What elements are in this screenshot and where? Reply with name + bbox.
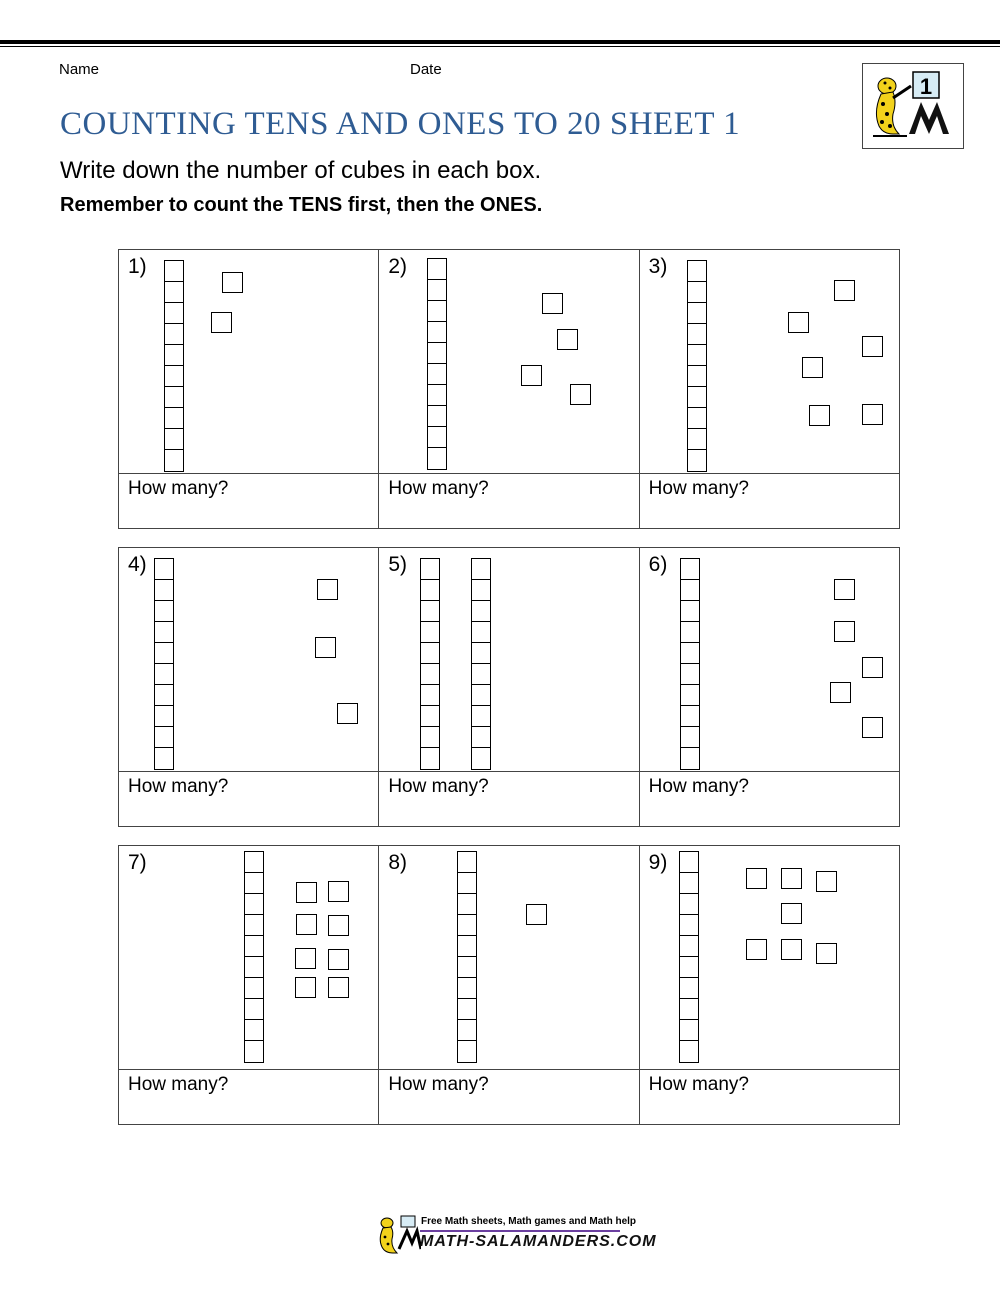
problem-number: 2) xyxy=(388,255,408,278)
rod-segment xyxy=(680,936,698,957)
rod-segment xyxy=(472,622,490,643)
rod-segment xyxy=(458,957,476,978)
ones-cube xyxy=(862,657,883,678)
rod-segment xyxy=(245,915,263,936)
rod-segment xyxy=(680,894,698,915)
ones-cube xyxy=(328,915,349,936)
problem-box-2 xyxy=(379,250,639,528)
rod-segment xyxy=(155,706,173,727)
rod-segment xyxy=(421,601,439,622)
rod-segment xyxy=(688,366,706,387)
rod-segment xyxy=(245,978,263,999)
rod-segment xyxy=(472,685,490,706)
tens-rod xyxy=(420,558,440,770)
rod-segment xyxy=(688,345,706,366)
ones-cube xyxy=(746,939,767,960)
logo-digit: 1 xyxy=(919,74,933,99)
answer-divider xyxy=(119,771,378,772)
problem-number: 1) xyxy=(128,255,147,278)
rod-segment xyxy=(458,915,476,936)
rod-segment xyxy=(681,706,699,727)
rod-segment xyxy=(472,643,490,664)
rod-segment xyxy=(155,622,173,643)
rod-segment xyxy=(458,978,476,999)
rod-segment xyxy=(421,664,439,685)
answer-divider xyxy=(119,473,378,474)
how-many-prompt: How many? xyxy=(388,478,489,499)
how-many-prompt: How many? xyxy=(388,776,489,797)
rod-segment xyxy=(165,429,183,450)
how-many-prompt: How many? xyxy=(648,776,749,797)
rod-segment xyxy=(155,580,173,601)
answer-divider xyxy=(379,1069,638,1070)
name-label: Name xyxy=(59,61,100,78)
rod-segment xyxy=(681,685,699,706)
answer-divider xyxy=(379,771,638,772)
problem-row-1 xyxy=(118,249,900,529)
problem-box-1 xyxy=(119,250,379,528)
tens-rod xyxy=(427,258,447,470)
ones-cube xyxy=(816,871,837,892)
ones-cube xyxy=(295,948,316,969)
ones-cube xyxy=(222,272,243,293)
ones-cube xyxy=(862,404,883,425)
footer-tagline: Free Math sheets, Math games and Math help xyxy=(421,1216,637,1227)
page-title: COUNTING TENS AND ONES TO 20 SHEET 1 xyxy=(60,106,741,142)
problem-number: 5) xyxy=(388,553,408,576)
rod-segment xyxy=(165,261,183,282)
rod-segment xyxy=(688,282,706,303)
how-many-prompt: How many? xyxy=(648,478,749,499)
rod-segment xyxy=(688,324,706,345)
problem-box-9 xyxy=(640,846,899,1124)
answer-divider xyxy=(640,1069,899,1070)
rod-segment xyxy=(688,387,706,408)
problem-number: 4) xyxy=(128,553,147,576)
rod-segment xyxy=(458,999,476,1020)
rod-segment xyxy=(428,259,446,280)
rod-segment xyxy=(428,427,446,448)
rod-segment xyxy=(681,559,699,580)
problem-box-8 xyxy=(379,846,639,1124)
rod-segment xyxy=(421,559,439,580)
ones-cube xyxy=(802,357,823,378)
ones-cube xyxy=(834,280,855,301)
rod-segment xyxy=(245,852,263,873)
rod-segment xyxy=(165,450,183,471)
rod-segment xyxy=(421,706,439,727)
rod-segment xyxy=(681,643,699,664)
rod-segment xyxy=(688,303,706,324)
problem-box-4 xyxy=(119,548,379,826)
rod-segment xyxy=(680,957,698,978)
rod-segment xyxy=(155,727,173,748)
footer-underline xyxy=(420,1230,620,1232)
rod-segment xyxy=(245,957,263,978)
rod-segment xyxy=(165,324,183,345)
rod-segment xyxy=(458,936,476,957)
ones-cube xyxy=(746,868,767,889)
problem-box-5 xyxy=(379,548,639,826)
rod-segment xyxy=(472,580,490,601)
problem-box-7 xyxy=(119,846,379,1124)
rod-segment xyxy=(165,303,183,324)
rod-segment xyxy=(165,345,183,366)
ones-cube xyxy=(781,868,802,889)
ones-cube xyxy=(526,904,547,925)
tens-rod xyxy=(244,851,264,1063)
rod-segment xyxy=(680,873,698,894)
rod-segment xyxy=(155,685,173,706)
rod-segment xyxy=(155,601,173,622)
answer-divider xyxy=(119,1069,378,1070)
ones-cube xyxy=(557,329,578,350)
tens-rod xyxy=(680,558,700,770)
ones-cube xyxy=(781,903,802,924)
ones-cube xyxy=(542,293,563,314)
ones-cube xyxy=(862,717,883,738)
rod-segment xyxy=(681,748,699,769)
rod-segment xyxy=(428,364,446,385)
how-many-prompt: How many? xyxy=(648,1074,749,1095)
rod-segment xyxy=(428,406,446,427)
ones-cube xyxy=(295,977,316,998)
rod-segment xyxy=(680,999,698,1020)
ones-cube xyxy=(830,682,851,703)
rod-segment xyxy=(421,748,439,769)
rod-segment xyxy=(245,1020,263,1041)
answer-divider xyxy=(640,771,899,772)
rod-segment xyxy=(245,873,263,894)
rod-segment xyxy=(472,601,490,622)
rod-segment xyxy=(472,727,490,748)
rod-segment xyxy=(245,999,263,1020)
rod-segment xyxy=(681,580,699,601)
rod-segment xyxy=(472,748,490,769)
rod-segment xyxy=(428,448,446,469)
rod-segment xyxy=(680,852,698,873)
instruction-text: Write down the number of cubes in each box. xyxy=(60,157,542,184)
problem-number: 3) xyxy=(648,255,668,278)
rod-segment xyxy=(681,727,699,748)
rod-segment xyxy=(680,915,698,936)
tens-rod xyxy=(471,558,491,770)
ones-cube xyxy=(862,336,883,357)
rod-segment xyxy=(421,685,439,706)
tens-rod xyxy=(679,851,699,1063)
ones-cube xyxy=(317,579,338,600)
ones-cube xyxy=(328,881,349,902)
rod-segment xyxy=(245,894,263,915)
problem-number: 9) xyxy=(648,851,668,874)
rod-segment xyxy=(155,559,173,580)
how-many-prompt: How many? xyxy=(128,478,229,499)
rod-segment xyxy=(680,1041,698,1062)
ones-cube xyxy=(816,943,837,964)
top-rule-thin xyxy=(0,46,1000,47)
rod-segment xyxy=(165,366,183,387)
rod-segment xyxy=(421,643,439,664)
date-label: Date xyxy=(410,61,442,78)
rod-segment xyxy=(680,978,698,999)
ones-cube xyxy=(834,621,855,642)
rod-segment xyxy=(428,385,446,406)
rod-segment xyxy=(458,873,476,894)
tens-rod xyxy=(457,851,477,1063)
ones-cube xyxy=(328,977,349,998)
rod-segment xyxy=(458,894,476,915)
rod-segment xyxy=(245,936,263,957)
rod-segment xyxy=(155,748,173,769)
top-rule xyxy=(0,40,1000,44)
rod-segment xyxy=(155,664,173,685)
problem-row-3 xyxy=(118,845,900,1125)
rod-segment xyxy=(165,387,183,408)
rod-segment xyxy=(688,261,706,282)
ones-cube xyxy=(337,703,358,724)
ones-cube xyxy=(521,365,542,386)
answer-divider xyxy=(640,473,899,474)
ones-cube xyxy=(781,939,802,960)
reminder-text: Remember to count the TENS first, then the ONES. xyxy=(60,194,543,216)
rod-segment xyxy=(688,429,706,450)
ones-cube xyxy=(296,914,317,935)
ones-cube xyxy=(570,384,591,405)
ones-cube xyxy=(809,405,830,426)
problem-box-6 xyxy=(640,548,899,826)
rod-segment xyxy=(421,727,439,748)
rod-segment xyxy=(472,559,490,580)
rod-segment xyxy=(165,282,183,303)
rod-segment xyxy=(428,280,446,301)
rod-segment xyxy=(421,580,439,601)
rod-segment xyxy=(245,1041,263,1062)
rod-segment xyxy=(680,1020,698,1041)
problem-number: 7) xyxy=(128,851,147,874)
rod-segment xyxy=(681,601,699,622)
rod-segment xyxy=(458,1020,476,1041)
rod-segment xyxy=(428,322,446,343)
rod-segment xyxy=(155,643,173,664)
problem-number: 6) xyxy=(648,553,668,576)
tens-rod xyxy=(154,558,174,770)
rod-segment xyxy=(428,301,446,322)
rod-segment xyxy=(472,706,490,727)
problem-box-3 xyxy=(640,250,899,528)
ones-cube xyxy=(328,949,349,970)
how-many-prompt: How many? xyxy=(388,1074,489,1095)
salamander-logo xyxy=(862,63,964,149)
ones-cube xyxy=(788,312,809,333)
problem-number: 8) xyxy=(388,851,408,874)
rod-segment xyxy=(681,622,699,643)
rod-segment xyxy=(165,408,183,429)
rod-segment xyxy=(681,664,699,685)
rod-segment xyxy=(428,343,446,364)
tens-rod xyxy=(687,260,707,472)
ones-cube xyxy=(834,579,855,600)
rod-segment xyxy=(458,1041,476,1062)
answer-divider xyxy=(379,473,638,474)
rod-segment xyxy=(421,622,439,643)
rod-segment xyxy=(688,450,706,471)
rod-segment xyxy=(458,852,476,873)
how-many-prompt: How many? xyxy=(128,776,229,797)
rod-segment xyxy=(472,664,490,685)
how-many-prompt: How many? xyxy=(128,1074,229,1095)
rod-segment xyxy=(688,408,706,429)
ones-cube xyxy=(211,312,232,333)
problem-row-2 xyxy=(118,547,900,827)
ones-cube xyxy=(315,637,336,658)
ones-cube xyxy=(296,882,317,903)
tens-rod xyxy=(164,260,184,472)
footer-site-name: MATH-SALAMANDERS.COM xyxy=(420,1233,657,1250)
